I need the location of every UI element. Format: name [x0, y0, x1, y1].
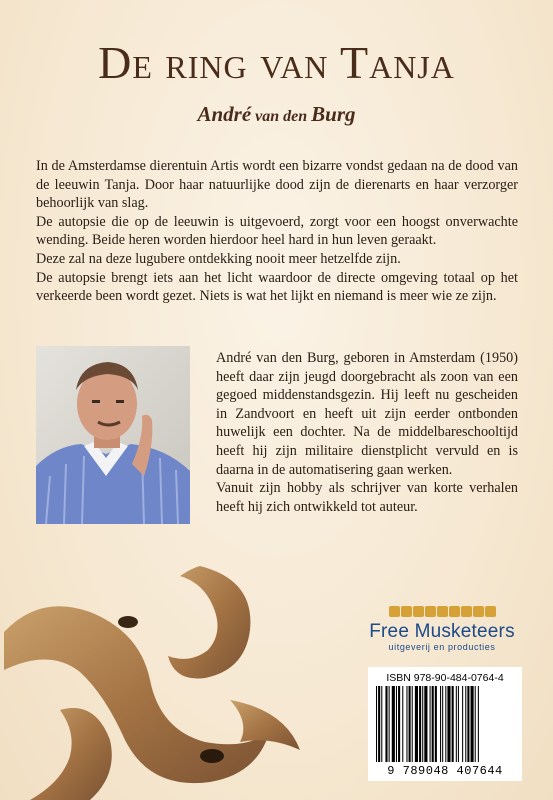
barcode-bar — [389, 686, 390, 762]
musketeer-icon — [437, 606, 448, 617]
publisher-name: Free Musketeers — [369, 621, 515, 642]
musketeer-icon — [485, 606, 496, 617]
musketeer-icon — [413, 606, 424, 617]
musketeer-icon — [425, 606, 436, 617]
book-title: De ring van Tanja — [98, 37, 455, 88]
barcode-digits: 9 789048 407644 — [387, 764, 503, 778]
barcode-bars — [374, 686, 516, 764]
barcode-bar — [452, 686, 454, 762]
publisher-tagline: uitgeverij en producties — [388, 642, 496, 652]
barcode-bar — [412, 686, 413, 762]
bio-paragraph: Vanuit zijn hobby als schrijver van korte verhalen heeft hij zich ontwikkeld tot auteur. — [216, 480, 518, 515]
musketeer-icon — [461, 606, 472, 617]
barcode-bar — [419, 686, 421, 762]
musketeer-icon — [401, 606, 412, 617]
isbn-label: ISBN 978-90-484-0764-4 — [386, 672, 504, 684]
barcode-bar — [475, 686, 476, 762]
author-portrait-image — [36, 346, 190, 524]
barcode-bar — [440, 686, 441, 762]
barcode-bar — [447, 686, 450, 762]
barcode-bar — [467, 686, 469, 762]
author-first-name: André — [197, 102, 252, 126]
barcode-bar — [392, 686, 395, 762]
barcode-bar — [398, 686, 400, 762]
publisher-logo — [362, 606, 522, 652]
barcode-bar — [378, 686, 380, 762]
author-last-name: Burg — [311, 102, 356, 126]
barcode-bar — [471, 686, 474, 762]
author-photo — [36, 346, 190, 524]
barcode-bar — [424, 686, 427, 762]
musketeer-icon — [449, 606, 460, 617]
publisher-icon-row — [362, 606, 522, 617]
barcode-bar — [456, 686, 457, 762]
barcode-bar — [396, 686, 397, 762]
author-biography — [216, 349, 518, 516]
barcode-bar — [462, 686, 463, 762]
barcode-bar — [465, 686, 466, 762]
author-name-particle: van den — [251, 108, 312, 125]
barcode-bar — [415, 686, 418, 762]
blurb-paragraph: De autopsie die op de leeuwin is uitgevoerd, zorgt voor een hoogst onverwachte wending. Beide heren worden hierdoor heel hard in hun leven geraakt. — [36, 213, 518, 249]
barcode-bar — [409, 686, 411, 762]
barcode-bar — [478, 686, 479, 762]
blurb-paragraph: De autopsie brengt iets aan het licht waardoor de directe omgeving totaal op het verkeerde been wordt gezet. Niets is wat het lijkt en niemand is meer wie ze zijn. — [36, 269, 518, 305]
barcode-bar — [406, 686, 407, 762]
barcode-bar — [381, 686, 382, 762]
lioness-swirl-ornament — [0, 560, 330, 800]
musketeer-icon — [389, 606, 400, 617]
back-cover-blurb — [36, 157, 518, 306]
barcode-bar — [376, 686, 377, 762]
musketeer-icon — [473, 606, 484, 617]
barcode-bar — [458, 686, 459, 762]
isbn-barcode — [368, 667, 522, 781]
author-name — [0, 102, 553, 127]
barcode-bar — [430, 686, 431, 762]
barcode-bar — [445, 686, 446, 762]
barcode-bar — [385, 686, 387, 762]
blurb-paragraph: Deze zal na deze lugubere ontdekking nooit meer hetzelfde zijn. — [36, 250, 401, 267]
bio-paragraph: André van den Burg, geboren in Amsterdam (1950) heeft daar zijn jeugd doorgebracht als zoon van een gegoed middenstandsgezin. Hij leeft nu gescheiden in Zandvoort en heeft uit zijn eerder ontbonden huwelijk een dochter. Na de middelbareschooltijd heeft hij zijn militaire dienstplicht vervuld en is daarna in de automatisering gaan werken. — [216, 350, 518, 478]
barcode-bar — [435, 686, 437, 762]
barcode-bar — [422, 686, 423, 762]
barcode-bar — [432, 686, 434, 762]
barcode-bar — [442, 686, 443, 762]
blurb-paragraph: In de Amsterdamse dierentuin Artis wordt een bizarre vondst gedaan na de dood van de leeuwin Tanja. Door haar natuurlijke dood zijn de dierenarts en haar verzorger behoorlijk van slag. — [36, 158, 518, 212]
barcode-bar — [402, 686, 403, 762]
